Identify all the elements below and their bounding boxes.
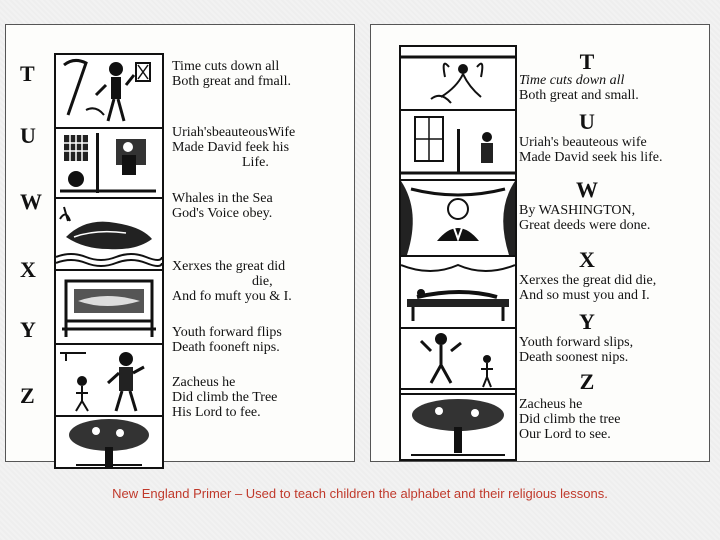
right-primer-page [370,24,710,462]
letter-z: Z [20,383,35,408]
verse-line: Zacheus he [172,375,236,390]
verse-y [519,335,694,365]
verse-line: Whales in the Sea [172,191,273,206]
woodcut-time-skeleton [56,55,162,129]
verse-line: Made David feek his [172,140,290,155]
verse-y [172,325,352,355]
verse-line: Uriah'sbeauteousWife [172,125,296,140]
verse-x [172,259,352,304]
verse-line: Xerxes the great did die, [519,273,657,288]
verse-line: Made David seek his life. [519,150,663,165]
verse-line: Death fooneft nips. [172,340,280,355]
verse-line: Life. [242,155,269,170]
woodcut-zacheus-tree [401,395,515,461]
verse-line: Time cuts down all [519,73,625,88]
slide-caption: New England Primer – Used to teach children the alphabet and their religious lessons. [112,486,608,501]
verse-line: Death soonest nips. [519,350,629,365]
woodcut-zacheus-tree [56,417,162,469]
verse-line: God's Voice obey. [172,206,273,221]
verse-line: Time cuts down all [172,59,280,74]
verse-u [519,135,694,165]
verse-line: Great deeds were done. [519,218,651,233]
woodcut-xerxes-tomb [56,271,162,345]
verse-w [519,203,694,233]
letter-x: X [20,257,36,282]
letter-y: Y [20,317,36,342]
left-woodcut-column [54,53,164,469]
woodcut-youth-skeleton [401,329,515,395]
letter-w: W [576,177,598,202]
verse-z [172,375,352,420]
verse-line: Youth forward slips, [519,335,634,350]
verse-line: Our Lord to see. [519,427,611,442]
letter-t: T [579,49,595,74]
letter-u: U [20,123,36,148]
verse-line: And so must you and I. [519,288,650,303]
verse-line: Xerxes the great did [172,259,286,274]
woodcut-time-angel [401,47,515,111]
letter-w: W [20,189,42,214]
letter-y: Y [579,309,595,334]
verse-line: His Lord to fee. [172,405,261,420]
verse-x [519,273,694,303]
verse-line: Zacheus he [519,397,583,412]
woodcut-washington-portrait [401,181,515,257]
verse-t [172,59,352,89]
woodcut-uriah-wife [56,129,162,199]
right-woodcut-column [399,45,517,461]
woodcut-whale [56,199,162,271]
verse-line: Both great and fmall. [172,74,291,89]
verse-u [172,125,352,170]
letter-x: X [579,247,595,272]
verse-line: Did climb the tree [519,412,621,427]
verse-line: Did climb the Tree [172,390,278,405]
letter-z: Z [579,369,595,394]
letter-u: U [579,109,595,134]
verse-z [519,397,694,442]
woodcut-youth-death [56,345,162,417]
verse-line: Youth forward flips [172,325,282,340]
verse-line: Uriah's beauteous wife [519,135,647,150]
verse-line: And fo muft you & I. [172,289,292,304]
left-primer-page [5,24,355,462]
letter-t: T [20,61,35,86]
verse-t [519,73,694,103]
verse-line: die, [252,274,273,289]
woodcut-xerxes-death [401,257,515,329]
verse-line: Both great and small. [519,88,639,103]
verse-w [172,191,352,221]
verse-line: By WASHINGTON, [519,203,636,218]
woodcut-uriah-interior [401,111,515,181]
